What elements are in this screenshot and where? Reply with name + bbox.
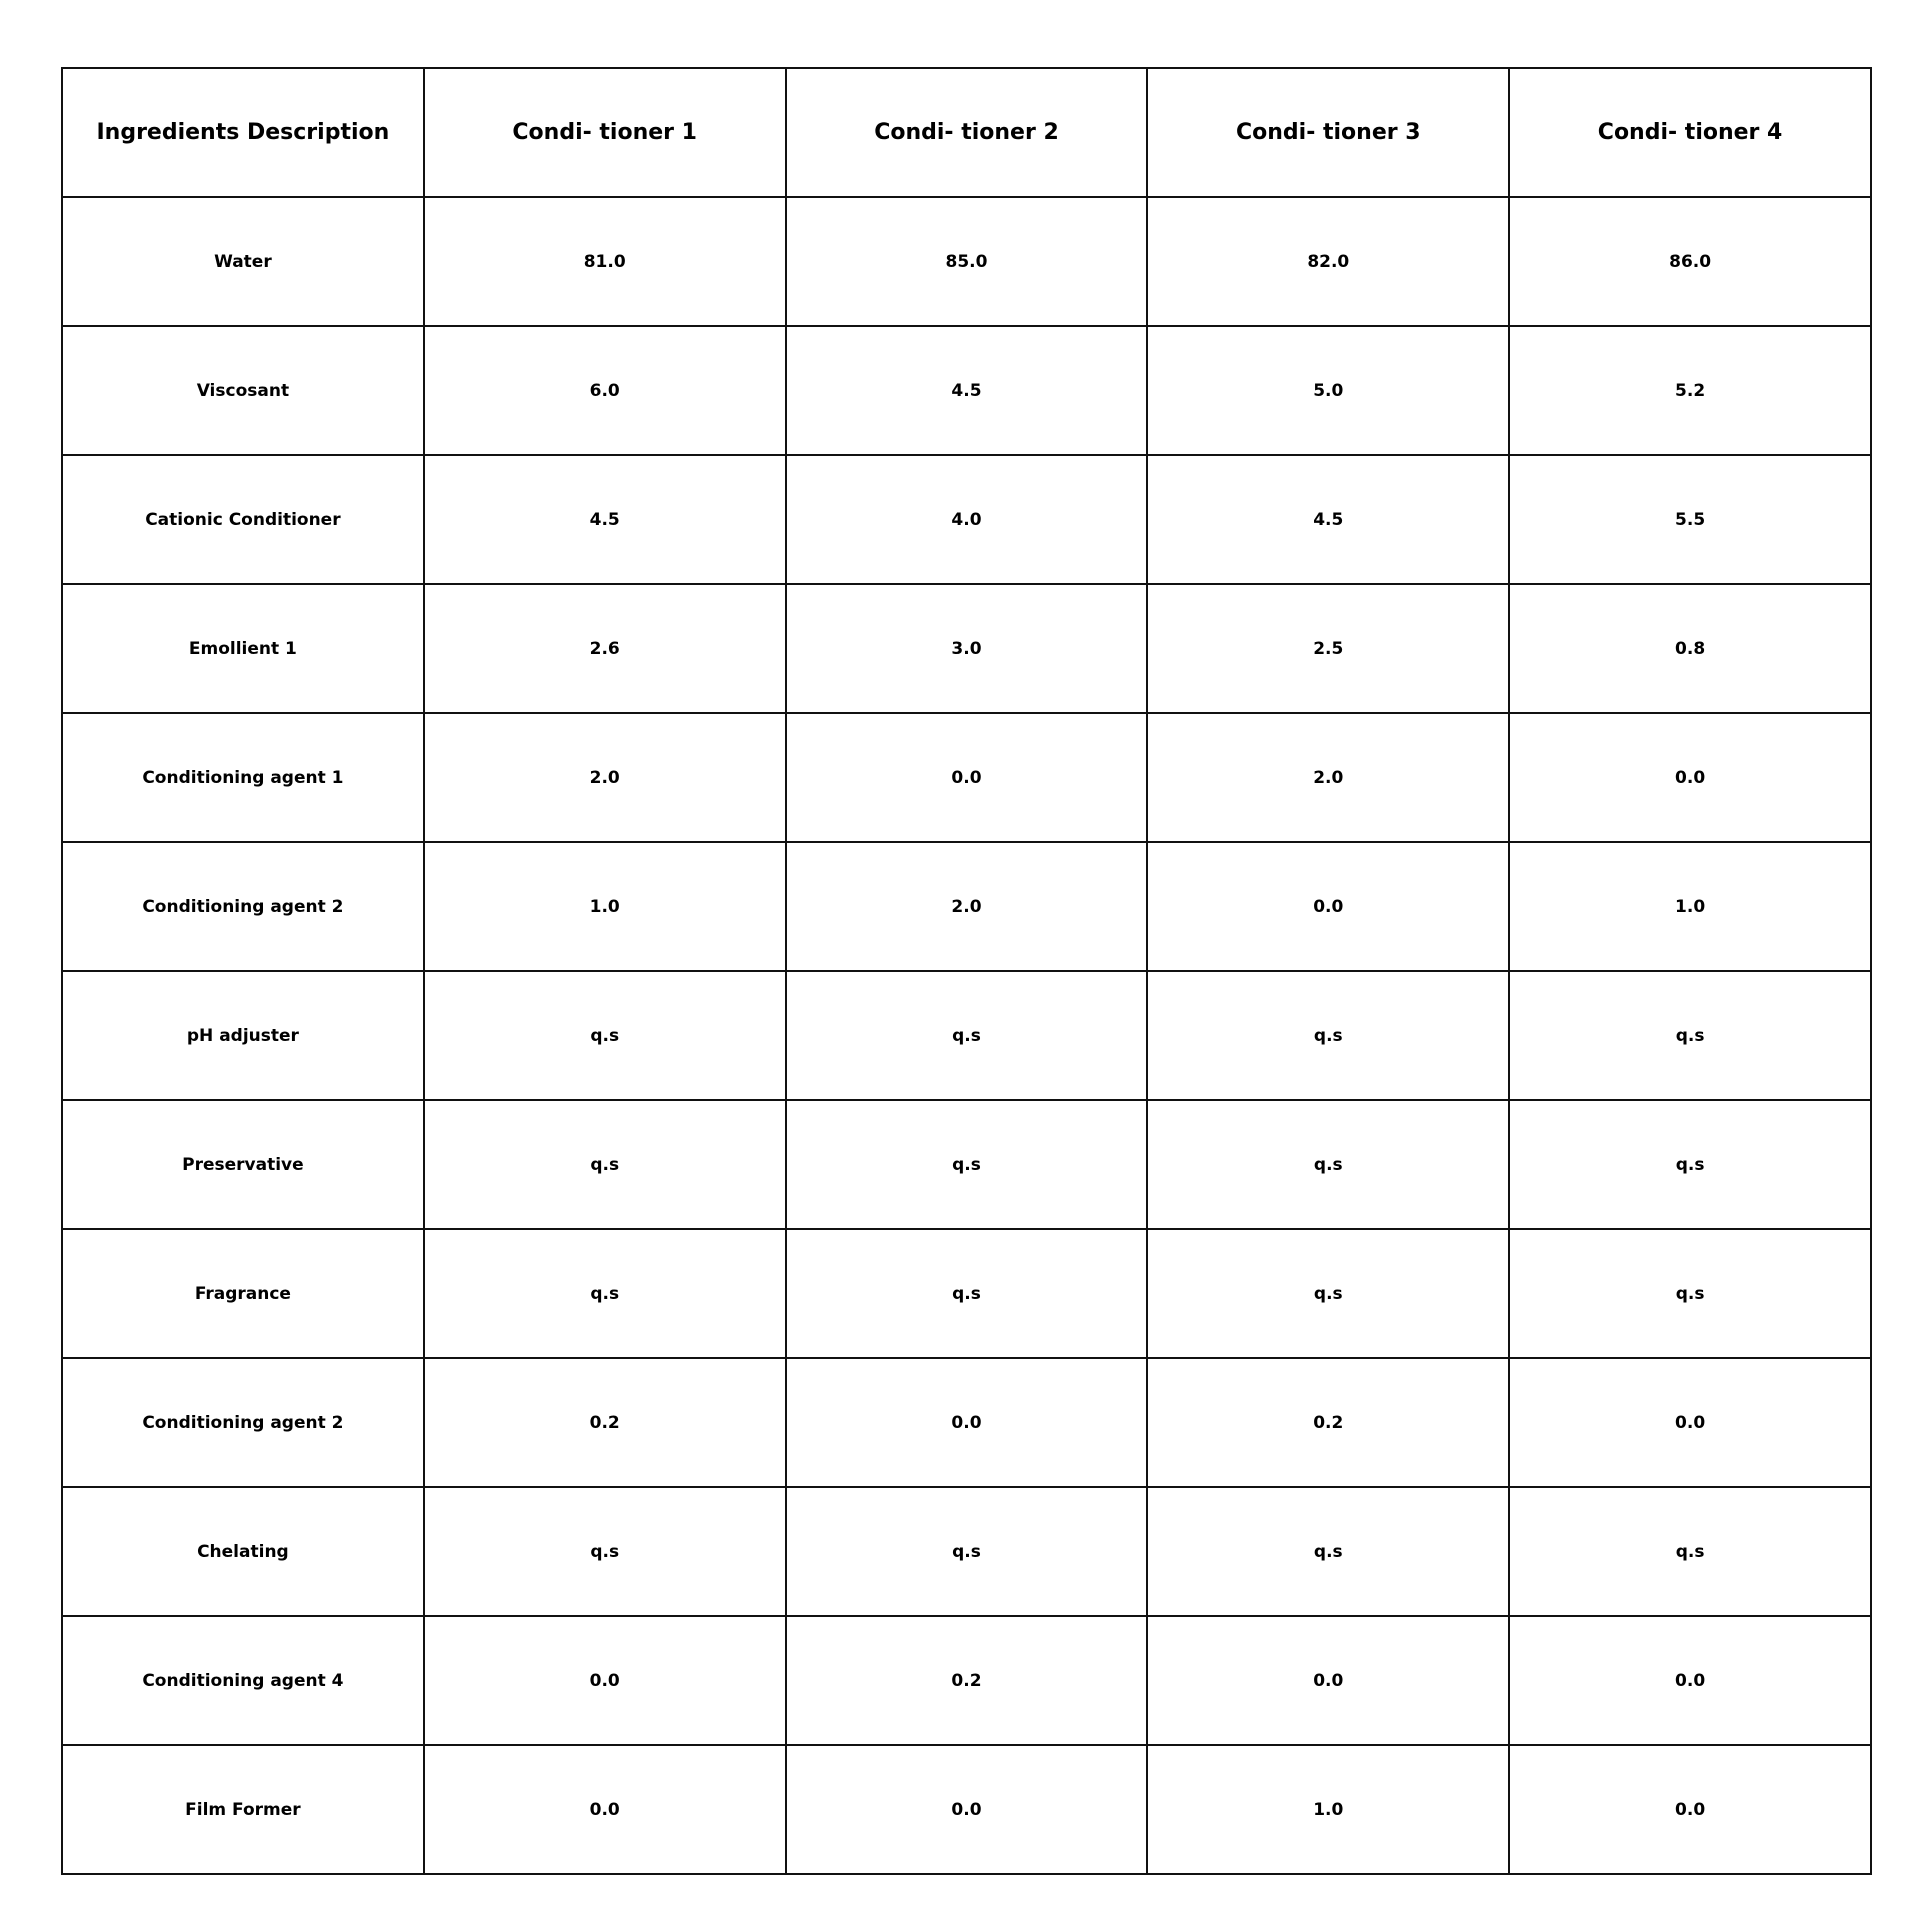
conditioner-2-value-cell: 4.5 xyxy=(786,326,1148,455)
conditioner-4-value-cell: 0.0 xyxy=(1509,1358,1871,1487)
conditioner-4-value-cell: 1.0 xyxy=(1509,842,1871,971)
header-ingredients-description: Ingredients Description xyxy=(62,68,424,197)
conditioner-1-value-cell: q.s xyxy=(424,1100,786,1229)
conditioner-3-value-cell: q.s xyxy=(1147,1229,1509,1358)
conditioner-2-value-cell: q.s xyxy=(786,971,1148,1100)
table-row xyxy=(62,326,1871,455)
conditioner-1-value-cell: 2.0 xyxy=(424,713,786,842)
header-conditioner-3: Condi- tioner 3 xyxy=(1147,68,1509,197)
header-conditioner-2: Condi- tioner 2 xyxy=(786,68,1148,197)
conditioner-3-value-cell: 2.0 xyxy=(1147,713,1509,842)
conditioner-1-value-cell: 0.0 xyxy=(424,1745,786,1874)
ingredient-name-cell: Fragrance xyxy=(62,1229,424,1358)
conditioner-1-value-cell: 1.0 xyxy=(424,842,786,971)
header-row xyxy=(62,68,1871,197)
conditioner-4-value-cell: 5.5 xyxy=(1509,455,1871,584)
conditioner-3-value-cell: q.s xyxy=(1147,971,1509,1100)
table-row xyxy=(62,713,1871,842)
conditioner-1-value-cell: 0.2 xyxy=(424,1358,786,1487)
ingredient-name-cell: Viscosant xyxy=(62,326,424,455)
conditioner-2-value-cell: q.s xyxy=(786,1100,1148,1229)
conditioner-2-value-cell: 0.0 xyxy=(786,1745,1148,1874)
conditioner-4-value-cell: 0.8 xyxy=(1509,584,1871,713)
ingredient-name-cell: Water xyxy=(62,197,424,326)
conditioner-3-value-cell: 1.0 xyxy=(1147,1745,1509,1874)
ingredient-name-cell: Conditioning agent 1 xyxy=(62,713,424,842)
conditioner-1-value-cell: 6.0 xyxy=(424,326,786,455)
conditioner-1-value-cell: 0.0 xyxy=(424,1616,786,1745)
table-row xyxy=(62,455,1871,584)
formulation-table xyxy=(61,67,1872,1875)
ingredient-name-cell: Preservative xyxy=(62,1100,424,1229)
conditioner-1-value-cell: 4.5 xyxy=(424,455,786,584)
table-row xyxy=(62,1487,1871,1616)
table-row xyxy=(62,842,1871,971)
conditioner-3-value-cell: q.s xyxy=(1147,1487,1509,1616)
conditioner-2-value-cell: 0.0 xyxy=(786,1358,1148,1487)
table-row xyxy=(62,197,1871,326)
conditioner-2-value-cell: 3.0 xyxy=(786,584,1148,713)
conditioner-3-value-cell: 4.5 xyxy=(1147,455,1509,584)
conditioner-3-value-cell: 0.2 xyxy=(1147,1358,1509,1487)
conditioner-2-value-cell: 2.0 xyxy=(786,842,1148,971)
ingredient-name-cell: Conditioning agent 2 xyxy=(62,1358,424,1487)
conditioner-3-value-cell: q.s xyxy=(1147,1100,1509,1229)
conditioner-3-value-cell: 0.0 xyxy=(1147,1616,1509,1745)
table-row xyxy=(62,971,1871,1100)
conditioner-4-value-cell: q.s xyxy=(1509,1100,1871,1229)
conditioner-2-value-cell: 0.2 xyxy=(786,1616,1148,1745)
ingredient-name-cell: Cationic Conditioner xyxy=(62,455,424,584)
table-body xyxy=(62,197,1871,1874)
table-row xyxy=(62,584,1871,713)
conditioner-2-value-cell: q.s xyxy=(786,1229,1148,1358)
conditioner-4-value-cell: 0.0 xyxy=(1509,713,1871,842)
table-header xyxy=(62,68,1871,197)
formulation-table-container xyxy=(61,67,1872,1875)
conditioner-1-value-cell: 2.6 xyxy=(424,584,786,713)
conditioner-4-value-cell: q.s xyxy=(1509,971,1871,1100)
conditioner-1-value-cell: q.s xyxy=(424,1487,786,1616)
conditioner-3-value-cell: 0.0 xyxy=(1147,842,1509,971)
table-row xyxy=(62,1616,1871,1745)
conditioner-1-value-cell: q.s xyxy=(424,1229,786,1358)
conditioner-4-value-cell: q.s xyxy=(1509,1229,1871,1358)
table-row xyxy=(62,1100,1871,1229)
ingredient-name-cell: Conditioning agent 4 xyxy=(62,1616,424,1745)
conditioner-3-value-cell: 5.0 xyxy=(1147,326,1509,455)
conditioner-1-value-cell: q.s xyxy=(424,971,786,1100)
ingredient-name-cell: Film Former xyxy=(62,1745,424,1874)
conditioner-4-value-cell: 5.2 xyxy=(1509,326,1871,455)
table-row xyxy=(62,1229,1871,1358)
conditioner-2-value-cell: 4.0 xyxy=(786,455,1148,584)
conditioner-4-value-cell: 0.0 xyxy=(1509,1745,1871,1874)
header-conditioner-1: Condi- tioner 1 xyxy=(424,68,786,197)
ingredient-name-cell: Conditioning agent 2 xyxy=(62,842,424,971)
header-conditioner-4: Condi- tioner 4 xyxy=(1509,68,1871,197)
conditioner-1-value-cell: 81.0 xyxy=(424,197,786,326)
conditioner-4-value-cell: 0.0 xyxy=(1509,1616,1871,1745)
conditioner-2-value-cell: 0.0 xyxy=(786,713,1148,842)
conditioner-3-value-cell: 2.5 xyxy=(1147,584,1509,713)
conditioner-3-value-cell: 82.0 xyxy=(1147,197,1509,326)
ingredient-name-cell: pH adjuster xyxy=(62,971,424,1100)
conditioner-2-value-cell: q.s xyxy=(786,1487,1148,1616)
conditioner-2-value-cell: 85.0 xyxy=(786,197,1148,326)
table-row xyxy=(62,1745,1871,1874)
conditioner-4-value-cell: q.s xyxy=(1509,1487,1871,1616)
conditioner-4-value-cell: 86.0 xyxy=(1509,197,1871,326)
ingredient-name-cell: Emollient 1 xyxy=(62,584,424,713)
table-row xyxy=(62,1358,1871,1487)
ingredient-name-cell: Chelating xyxy=(62,1487,424,1616)
